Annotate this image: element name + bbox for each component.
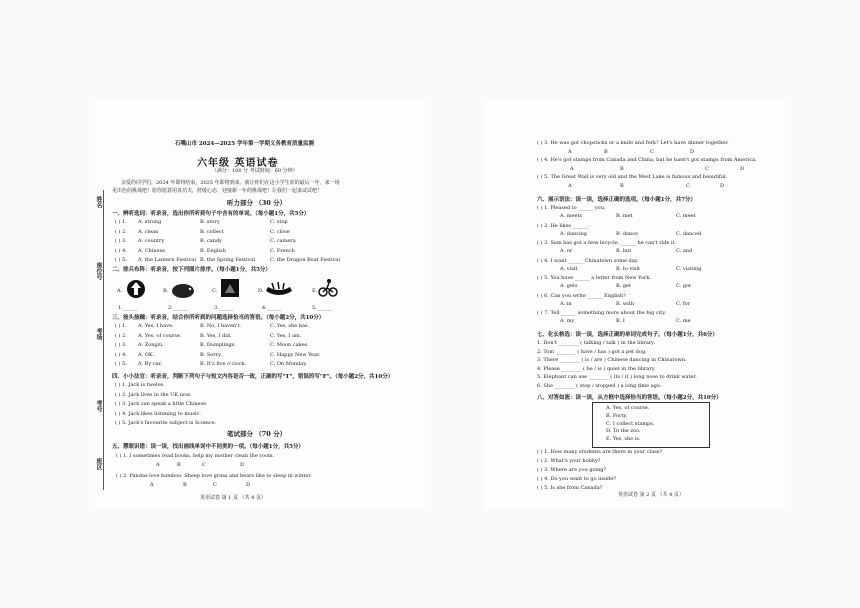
- answer-option: E. Yes, she is.: [606, 436, 641, 443]
- choice-letter: D: [740, 166, 745, 172]
- choice-letter: C: [686, 183, 690, 189]
- judge-item: ( ) 2. Jack lives in the UK now.: [115, 391, 192, 398]
- grammar-question: ( ) 5. You have ______ a letter from New York.: [537, 275, 652, 281]
- q2-letter-c: C: [213, 482, 217, 488]
- section-5-q2: ( ) 2. Pandas love bamboo. Sheep love grass and bears like to sleep in winter.: [116, 473, 312, 479]
- question-number: ( ) 3.: [115, 342, 127, 348]
- arrow-up-sign-icon: [126, 279, 146, 299]
- option-b: B. collect: [200, 228, 224, 235]
- option-a: A. Yes, I have.: [138, 323, 174, 329]
- option-b: B. Yes, I did.: [200, 332, 232, 339]
- section-6-title: 六、展示语法：读一读，选择正确的选项。（每小题1分，共7分）: [537, 197, 696, 203]
- option-b: B. met: [616, 213, 633, 219]
- option-c: C. the Dragon Boat Festival: [270, 257, 341, 263]
- grammar-question: ( ) 1. Pleased to ______ you.: [537, 205, 606, 211]
- side-label-id: 考号: [95, 400, 102, 412]
- dragon-boat-icon: [264, 279, 294, 299]
- option-b: B. story: [200, 219, 220, 225]
- listening-header: 听力部分 （30 分）: [227, 199, 287, 207]
- option-a: A. OK.: [138, 351, 155, 358]
- choice-letter: D: [690, 149, 695, 155]
- q1-letter-b: B: [177, 462, 181, 468]
- section-8-title: 八、对答如流：读一读，从方框中选择恰当的答语。（每小题2分，共10分）: [537, 395, 722, 401]
- written-header: 笔试部分 （70 分）: [227, 430, 287, 438]
- option-a: A. visit: [560, 265, 578, 272]
- exam-title: 六年级 英语试卷: [197, 158, 279, 169]
- option-c: C. stop: [270, 219, 288, 225]
- word-choice-item: 3. There ________ ( is / are ) Chinese dancing in Chinatown.: [537, 357, 687, 363]
- option-b: B. the Spring Festival: [200, 257, 255, 263]
- dialogue-question: ( ) 1. How many students are there in your class?: [537, 449, 663, 455]
- choice-letter: A: [568, 183, 572, 189]
- q1-letter-d: D: [240, 462, 245, 468]
- option-a: A. Yes, of course.: [138, 332, 182, 339]
- pic-label-c: C.: [212, 288, 218, 294]
- pic-label-d: D.: [258, 288, 264, 294]
- judge-item: ( ) 3. Jack can speak a little Chinese.: [115, 401, 208, 407]
- judge-item: ( ) 1. Jack is twelve.: [115, 382, 165, 388]
- question-number: ( ) 2.: [115, 332, 127, 339]
- option-b: B. No, I haven't.: [200, 323, 242, 329]
- grammar-question: ( ) 7. Tell ______ something more about the big city.: [537, 310, 667, 316]
- q2-letter-a: A: [150, 482, 154, 488]
- question-number: ( ) 4.: [115, 247, 127, 254]
- question-number: ( ) 1.: [115, 219, 127, 225]
- option-c: C. and: [676, 248, 693, 254]
- question-number: ( ) 1.: [115, 323, 127, 329]
- pic-blank-2: 2.______: [168, 305, 188, 311]
- cyclist-icon: [318, 278, 338, 298]
- option-a: A. country: [138, 238, 165, 244]
- option-a: A. Zongzi.: [138, 342, 164, 348]
- option-c: C. got: [676, 283, 692, 289]
- option-c: C. camera: [270, 238, 296, 244]
- choice-letter: D: [720, 183, 725, 189]
- question-number: ( ) 3.: [115, 238, 127, 244]
- option-b: B. English: [200, 247, 226, 254]
- pic-blank-1: 1.______: [118, 305, 138, 311]
- exam-heading: 石嘴山市 2024—2025 学年第一学期义务教育质量监测: [175, 141, 314, 147]
- side-label-name: 姓名: [95, 196, 102, 208]
- option-b: B. get: [616, 283, 632, 289]
- choice-letter: B: [604, 149, 608, 155]
- exam-meta: （满分：100 分 考试时间：60 分钟）: [212, 168, 298, 174]
- side-label-class: 班区: [95, 458, 102, 470]
- pic-blank-4: 4.______: [262, 305, 282, 311]
- choice-letter: A: [570, 166, 574, 172]
- q2-letter-b: B: [183, 482, 187, 488]
- option-b: B. to visit: [616, 265, 641, 272]
- option-b: B. Dumplings.: [200, 342, 236, 348]
- odd-one-out-question: ( ) 5. The Great Wall is very old and the West Lake is famous and beautiful.: [537, 174, 728, 180]
- answer-option: C. I collect stamps.: [606, 420, 655, 427]
- pic-blank-5: 5.______: [312, 305, 332, 311]
- grammar-question: ( ) 4. I want ______ Chinatown some day.: [537, 257, 639, 264]
- question-number: ( ) 5.: [115, 257, 127, 263]
- grammar-question: ( ) 2. He likes ______.: [537, 222, 590, 229]
- option-a: A. clean: [138, 228, 159, 235]
- dialogue-question: ( ) 3. Where are you going?: [537, 467, 607, 473]
- section-3-title: 三、接头接踵：听录音，结合你所听到的问题选择恰当的答语。（每小题2分，共10分）: [112, 315, 325, 321]
- choice-letter: C: [705, 166, 709, 172]
- side-label-room: 考场: [95, 328, 102, 340]
- option-a: A. Chinese: [138, 247, 166, 254]
- dark-scene-icon: [220, 278, 240, 298]
- option-c: C. meet: [676, 213, 696, 219]
- option-c: C. Yes, she has.: [270, 323, 310, 329]
- word-choice-item: 1. Don't ________ ( talking / talk ) in the library.: [537, 340, 656, 346]
- dialogue-question: ( ) 5. Is she from Canada?: [537, 485, 603, 491]
- odd-one-out-question: ( ) 4. He's got stamps from Canada and China, but he hasn't got stamps from America.: [537, 157, 757, 163]
- pic-blank-3: 3.______: [214, 305, 234, 311]
- side-label-seat: 座位号: [95, 262, 102, 280]
- q1-letter-c: C: [202, 462, 206, 468]
- question-number: ( ) 2.: [115, 228, 127, 235]
- option-c: C. danced: [676, 230, 702, 237]
- section-5-q1: ( ) 1. I sometimes read books, help my mother clean the room.: [116, 453, 275, 459]
- choice-letter: B: [620, 183, 624, 189]
- grammar-question: ( ) 3. Sam has got a new bicycle, ______ he can't ride it.: [537, 240, 677, 246]
- option-b: B. I: [616, 318, 625, 324]
- word-choice-item: 6. She ________ ( stop / stopped ) a long time ago.: [537, 382, 662, 389]
- odd-one-out-question: ( ) 3. He was got chopsticks or a knife and fork? Let's have dinner together.: [537, 140, 729, 146]
- dialogue-question: ( ) 2. What's your hobby?: [537, 458, 601, 464]
- option-c: C. me: [676, 318, 691, 324]
- option-c: C. Yes, I am.: [270, 332, 302, 339]
- question-number: ( ) 5.: [115, 361, 127, 367]
- option-c: C. Moon cakes.: [270, 342, 309, 348]
- section-4-title: 四、小小法官：听录音，判断下列句子与短文内容是否一致，正确的写"T"，错误的写"F"。（每小题2分，共10分）: [112, 374, 394, 380]
- option-b: B. candy: [200, 238, 222, 244]
- option-c: C. for: [676, 300, 691, 307]
- option-a: A. the Lantern Festival: [138, 257, 196, 263]
- answer-option: A. Yes, of course.: [606, 405, 650, 411]
- option-a: A. meets: [560, 213, 583, 219]
- option-a: A. strong: [138, 219, 162, 225]
- choice-letter: C: [650, 149, 654, 155]
- answer-option: B. Forty.: [606, 412, 628, 419]
- option-b: B. It's five o'clock.: [200, 361, 247, 367]
- option-c: C. French: [270, 247, 295, 254]
- option-a: A. dancing: [560, 230, 588, 237]
- option-b: B. Sorry.: [200, 351, 222, 358]
- page-2-footer: 英语试卷 第 2 页 （共 4 页）: [618, 492, 684, 498]
- binding-line: [103, 190, 104, 490]
- choice-letter: A: [568, 149, 572, 155]
- option-c: C. close: [270, 228, 290, 235]
- pig-icon: [170, 280, 196, 300]
- option-c: C. On Monday.: [270, 361, 308, 367]
- word-choice-item: 2. Tom ________ ( have / has ) got a pet dog.: [537, 348, 647, 355]
- word-choice-item: 5. Elephant can use ________ ( its / it ) long nose to drink water.: [537, 374, 697, 380]
- option-c: C. Happy New Year.: [270, 351, 321, 358]
- section-5-title: 五、慧眼识错：读一读，找出画线单词中不同类的一项。（每小题1分，共5分）: [112, 444, 304, 450]
- option-a: A. gets: [560, 283, 578, 289]
- section-1-title: 一、辨听选词：听录音，选出你所听到句子中含有的单词。（每小题1分，共5分）: [112, 211, 310, 217]
- choice-letter: B: [620, 166, 624, 172]
- page-1-footer: 英语试卷 第 1 页 （共 4 页）: [200, 495, 266, 501]
- pic-label-e: E.: [312, 288, 318, 294]
- dialogue-question: ( ) 4. Do you want to go inside?: [537, 476, 617, 482]
- q2-letter-d: D: [246, 482, 251, 488]
- pic-label-a: A.: [117, 288, 123, 294]
- answer-option: D. To the zoo.: [606, 428, 641, 435]
- grammar-question: ( ) 6. Can you write ______ English?: [537, 292, 626, 299]
- word-choice-item: 4. Please ________ ( be / is ) quiet in the library.: [537, 365, 656, 372]
- option-b: B. with: [616, 300, 634, 307]
- section-2-title: 二、排兵布阵：听录音，按下列图片排序。（每小题1分，共5分）: [112, 267, 271, 273]
- option-b: B. but: [616, 248, 632, 254]
- question-number: ( ) 4.: [115, 351, 127, 358]
- judge-item: ( ) 5. Jack's favourite subject is Science.: [115, 420, 217, 426]
- q1-letter-a: A: [156, 462, 160, 468]
- option-c: C. visiting: [676, 265, 702, 272]
- judge-item: ( ) 4. Jack likes listening to music.: [115, 410, 201, 417]
- section-7-title: 七、化长格选：读一读，选择正确的单词完成句子。（每小题1分，共6分）: [537, 332, 718, 338]
- pic-label-b: B.: [163, 288, 169, 294]
- option-a: A. or: [560, 248, 573, 254]
- option-b: B. dance: [616, 230, 639, 237]
- intro-line-2: 更出色的挑战吧！愿你愿意用真功夫，舒缓心态，迎接新一年的挑战吧！让我们一起来试试吧！: [112, 188, 323, 194]
- intro-line-1: 亲爱的同学们，2024 年即将结束，2025 年即将到来。就让你们在这小学生涯的最后一年，来一场: [121, 180, 340, 186]
- option-a: A. in: [560, 300, 572, 307]
- option-a: A. By car.: [138, 361, 163, 367]
- option-a: A. my: [560, 318, 575, 324]
